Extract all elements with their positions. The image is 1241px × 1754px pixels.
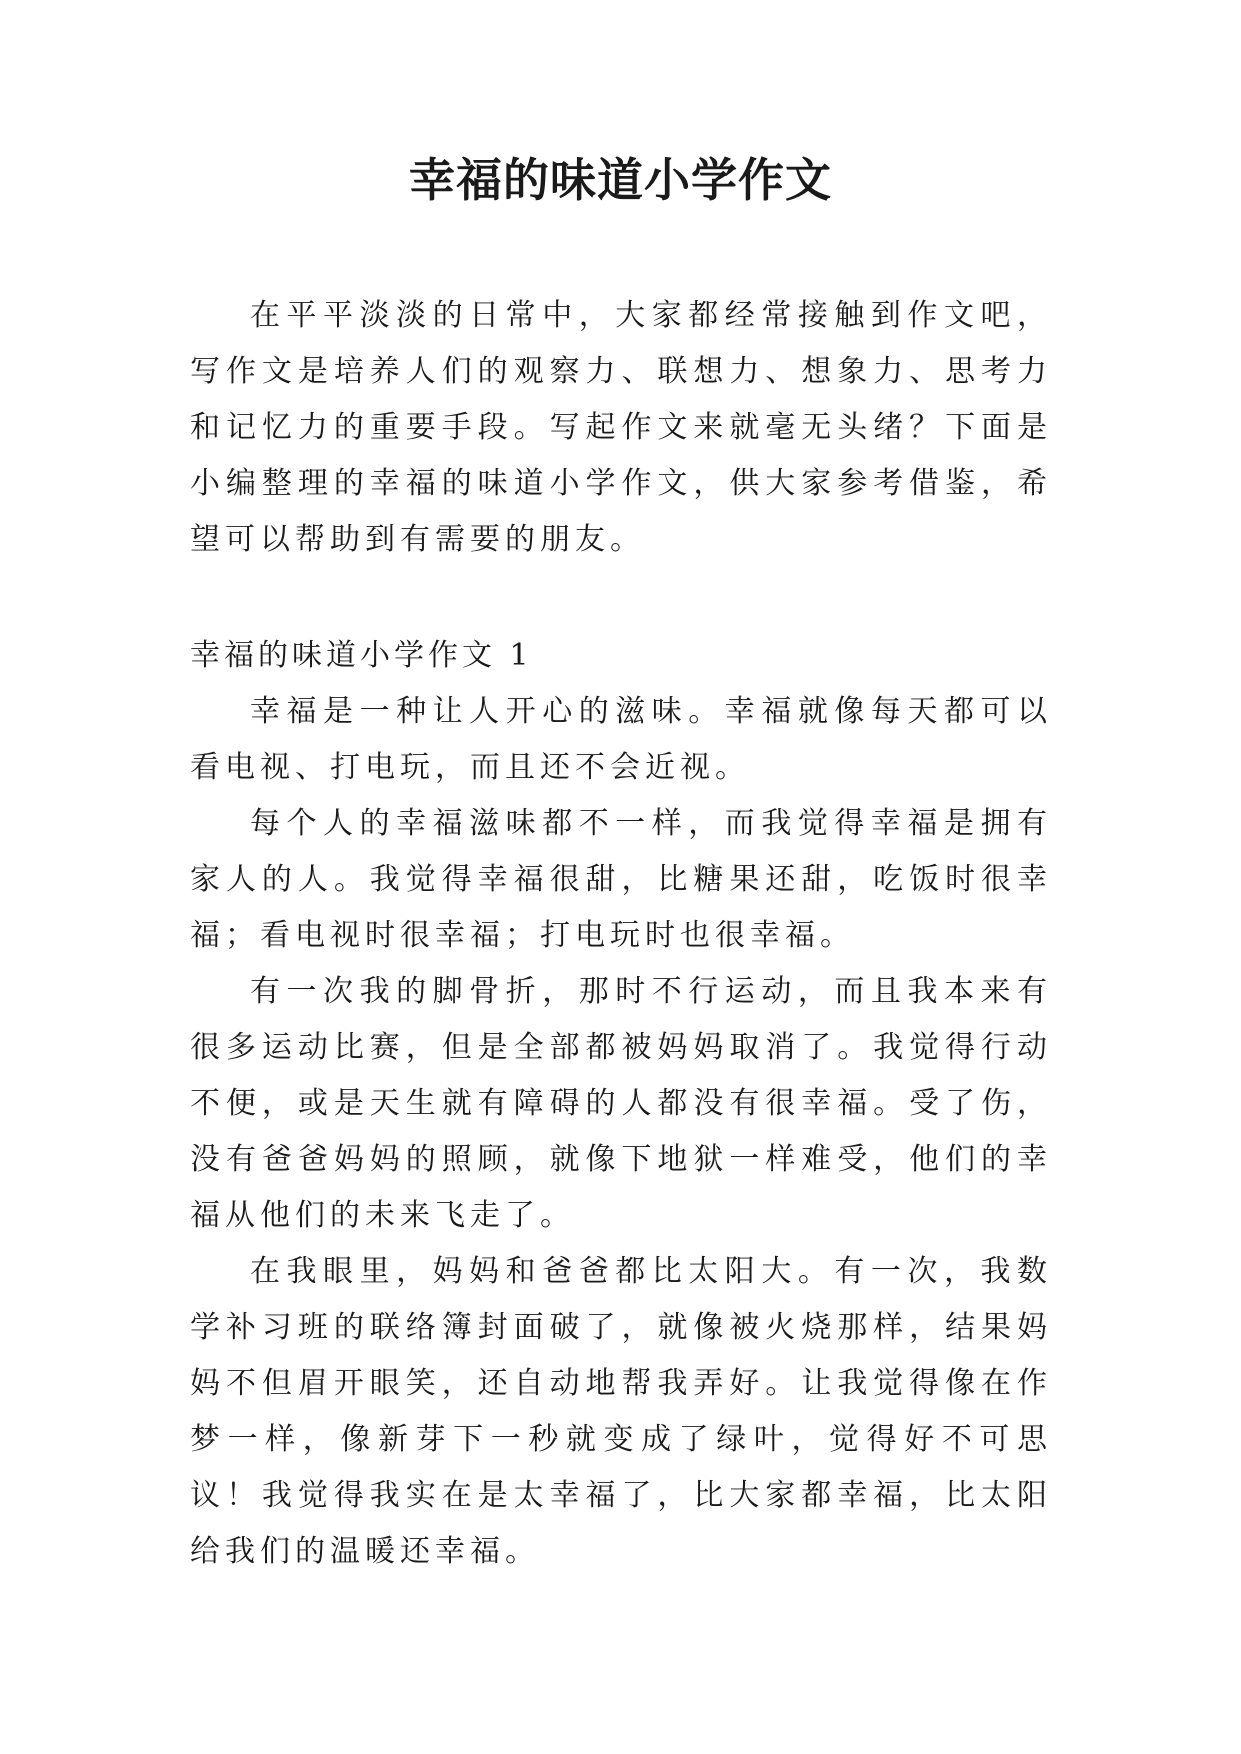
body-paragraph: 在我眼里，妈妈和爸爸都比太阳大。有一次，我数学补习班的联络簿封面破了，就像被火烧那样，结果妈妈不但眉开眼笑，还自动地帮我弄好。让我觉得像在作梦一样，像新芽下一秒就变成了绿叶，觉得好不可思议！我觉得我实在是太幸福了，比大家都幸福，比太阳给我们的温暖还幸福。 [190, 1254, 1052, 1569]
document-body [190, 288, 1052, 1580]
body-paragraph: 每个人的幸福滋味都不一样，而我觉得幸福是拥有家人的人。我觉得幸福很甜，比糖果还甜，吃饭时很幸福；看电视时很幸福；打电玩时也很幸福。 [190, 806, 1052, 953]
body-paragraph: 幸福是一种让人开心的滋味。幸福就像每天都可以看电视、打电玩，而且还不会近视。 [190, 694, 1052, 785]
intro-paragraph: 在平平淡淡的日常中，大家都经常接触到作文吧，写作文是培养人们的观察力、联想力、想象力、思考力和记忆力的重要手段。写起作文来就毫无头绪？下面是小编整理的幸福的味道小学作文，供大家参考借鉴，希望可以帮助到有需要的朋友。 [190, 298, 1052, 557]
document-title: 幸福的味道小学作文 [409, 153, 832, 207]
body-paragraph: 有一次我的脚骨折，那时不行运动，而且我本来有很多运动比赛，但是全部都被妈妈取消了。我觉得行动不便，或是天生就有障碍的人都没有很幸福。受了伤，没有爸爸妈妈的照顾，就像下地狱一样难受，他们的幸福从他们的未来飞走了。 [190, 974, 1052, 1233]
section-heading: 幸福的味道小学作文 1 [190, 638, 533, 673]
